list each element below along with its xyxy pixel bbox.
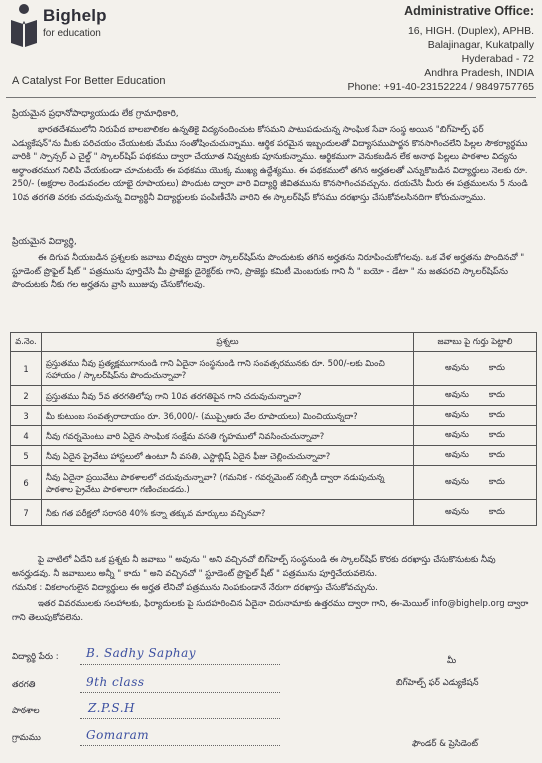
answer-yes[interactable]: అవును: [445, 506, 469, 516]
eligibility-table: [10, 332, 537, 526]
address-line: Balajinagar, Kukatpally: [427, 39, 534, 51]
class-label: తరగతి: [12, 680, 36, 690]
address-line: Hyderabad - 72: [461, 53, 534, 65]
student-name-line: [80, 664, 280, 665]
header-number: వ.నెం.: [11, 333, 42, 352]
answer-no[interactable]: కాదు: [488, 409, 505, 419]
office-title: Administrative Office:: [404, 4, 534, 18]
signature-org: బిగ్‌హెల్ప్ ఫర్ ఎడ్యుకేషన్: [396, 678, 479, 688]
salutation-student: ప్రియమైన విద్యార్థి,: [12, 237, 77, 247]
table-row: [11, 446, 537, 466]
answer-options: [414, 352, 537, 386]
signature-title: ఫౌండర్ & ప్రెసిడెంట్: [412, 739, 478, 749]
row-number: 5: [11, 446, 42, 466]
tagline: A Catalyst For Better Education: [12, 75, 166, 87]
row-number: 4: [11, 426, 42, 446]
header-questions: ప్రశ్నలు: [41, 333, 413, 352]
answer-options: [414, 446, 537, 466]
answer-yes[interactable]: అవును: [445, 389, 469, 399]
address-line: 16, HIGH. (Duplex), APHB.: [407, 25, 534, 37]
office-address: [347, 4, 534, 93]
village-field: [12, 733, 80, 745]
table-row: [11, 426, 537, 446]
row-number: 2: [11, 386, 42, 406]
row-number: 3: [11, 406, 42, 426]
answer-options: [414, 426, 537, 446]
class-field: [12, 680, 80, 692]
address-line: Andhra Pradesh, INDIA: [424, 67, 534, 79]
answer-yes[interactable]: అవును: [445, 362, 469, 372]
salutation-headmaster: ప్రియమైన ప్రధానోపాధ్యాయుడు లేక గ్రామాధికారి,: [12, 109, 179, 119]
answer-yes[interactable]: అవును: [445, 429, 469, 439]
row-question: ప్రస్తుతము నీవు 5వ తరగతిలోపు గాని 10వ తరగతిపైన గాని చదువుచున్నావా?: [41, 386, 413, 406]
disability-note: గమనిక : వికలాంగులైన విద్యార్థులు ఈ అర్హత లేనిచో పత్రమును నింపకుండానే నేరుగా దరఖాస్తు చేసుకోవచ్చును.: [12, 583, 378, 593]
village-value[interactable]: Gomaram: [86, 728, 150, 742]
answer-options: [414, 466, 537, 500]
answer-yes[interactable]: అవును: [445, 409, 469, 419]
answer-no[interactable]: కాదు: [488, 429, 505, 439]
school-label: పాఠశాల: [12, 706, 40, 716]
village-label: గ్రామము: [12, 733, 41, 743]
header-divider: [6, 97, 536, 98]
class-value[interactable]: 9th class: [86, 675, 145, 689]
student-name-label: విద్యార్థి పేరు :: [12, 652, 59, 662]
row-question: నీకు గత పరీక్షలో సరాసరి 40% కన్నా తక్కువ మార్కులు వచ్చినవా?: [41, 500, 413, 526]
student-name-field: [12, 652, 80, 664]
table-row: [11, 500, 537, 526]
answer-no[interactable]: కాదు: [488, 476, 505, 486]
school-value[interactable]: Z.P.S.H: [88, 701, 135, 715]
table-row: [11, 406, 537, 426]
brand-subtitle: for education: [43, 28, 101, 39]
intro-paragraph: భారతదేశములోని నిరుపేద బాలబాలికల ఉన్నతికై విద్యనందించుట కోసమని పాటుపడుచున్న సాంఘిక సేవా సంస్థ అయిన "బిగ్‌హెల్ప్ ఫర్ ఎడ్యుకేషన్"ను మీకు పరిచయం చేయుటకు మేము సంతోషించుచున్నాము. ఆర్థిక పరమైన ఇబ్బందులతో విద్యాసముపార్జన కొనసాగించలేని పిల్లల సౌకర్యార్థము వారికి " స్పాన్సర్ ఎ చైల్డ్ " స్కాలర్‌షిప్ పథకము ద్వారా చేయూత నివ్వుటకు పూనుకున్నాము. ఆర్థికముగా వెనుకబడిన లేక అనాథ పిల్లలు పాఠశాల విద్యను అర్ధాంతరముగ నిలిపి వేయకుండా చూచుటయే ఈ పథకము యొక్క ముఖ్య ఉద్దేశ్యము. ఈ పథకములో తగిన అర్హతలతో ఎన్నుకొబడిన విద్యార్థులు నెలకు రూ. 250/- (అక్షరాల రెండువందల యాభై రూపాయలు) పొందుట ద్వారా వారి విద్యార్థి జీవితమును కొనసాగించవచ్చును. దయచేసి మీరు ఈ పత్రములను 5 నుండి 10వ తరగతి వరకు చదువుచున్న విద్యార్థినీ విద్యార్థులకు పంపిణీచేసి వారిని ఈ స్కాలర్‌షిప్ కోసము దరఖాస్తు చేసుకోవలసినదిగా కోరుచున్నాము.: [12, 125, 528, 203]
row-question: నీవు ఏదైన ప్రైవేటు హాస్టలులో ఉంటూ నీ వసతి, ఎస్టాబ్లిష్ ఏదైన ఫీజు చెల్లించుచున్నావా?: [41, 446, 413, 466]
answer-options: [414, 406, 537, 426]
answer-no[interactable]: కాదు: [488, 389, 505, 399]
answer-no[interactable]: కాదు: [488, 506, 505, 516]
brand: [43, 6, 107, 39]
instructions-paragraph: ఈ దిగువ నీయబడిన ప్రశ్నలకు జవాబు లివ్వుట ద్వారా స్కాలర్‌షిప్‌ను పొందుటకు తగిన అర్హతను నిరూపించుకోగలవు. ఒక వేళ అర్హతను పొందినచో " స్టూడెంట్ ప్రొఫైల్ షీట్ " పత్రమును పూర్తిచేసి మీ ప్రాజెక్టు డైరెక్టర్‌కు గాని, ప్రాజెక్టు కమిటీ మెంబరుకు గాని నీ " బయో - డేటా " ను జతపరచి స్కాలర్‌షిప్‌ను పొందుటకు నీకు గల అర్హతను వ్రాసి ఋజువు చేసుకోగలవు.: [12, 253, 525, 291]
row-question: మీ కుటుంబ సంవత్సరాదాయం రూ. 36,000/- (ముప్పైఆరు వేల రూపాయలు) మించియున్నదా?: [41, 406, 413, 426]
table-header-row: [11, 333, 537, 352]
answer-options: [414, 500, 537, 526]
row-number: 1: [11, 352, 42, 386]
school-field: [12, 706, 80, 718]
row-number: 7: [11, 500, 42, 526]
eligibility-note: పై వాటిలో ఏదేని ఒక ప్రశ్నకు నీ జవాబు " అవును " అని వచ్చినచో బిగ్‌హెల్ప్ సంస్థనుండి ఈ స్కాలర్‌షిప్ కొరకు దరఖాస్తు చేసుకొనుటకు నీవు అనర్హుడవు. నీ జవాబులు అన్నీ " కాదు " అని వచ్చినచో " స్టూడెంట్ ప్రొఫైల్ షీట్ " పత్రమును పూర్తిచేయవలెను.: [12, 555, 496, 579]
signature-yours: మీ: [447, 656, 457, 666]
office-phone: Phone: +91-40-23152224 / 9849757765: [347, 81, 534, 93]
class-line: [80, 692, 280, 693]
table-row: [11, 386, 537, 406]
row-question: నీవు ఏదైనా ప్రయివేటు పాఠశాలలో చదువుచున్నావా? (గమనిక - గవర్నమెంట్ సబ్సిడీ ద్వారా నడుపుచున్న పాఠశాల ప్రైవేటు పాఠశాలగా గణించబడదు.): [41, 466, 413, 500]
answer-options: [414, 386, 537, 406]
village-line: [80, 745, 280, 746]
brand-name: Bighelp: [43, 6, 107, 25]
table-row: [11, 466, 537, 500]
row-number: 6: [11, 466, 42, 500]
table-row: [11, 352, 537, 386]
answer-yes[interactable]: అవును: [445, 449, 469, 459]
answer-no[interactable]: కాదు: [488, 362, 505, 372]
student-name-value[interactable]: B. Sadhy Saphay: [86, 646, 197, 660]
answer-no[interactable]: కాదు: [488, 449, 505, 459]
answer-yes[interactable]: అవును: [445, 476, 469, 486]
school-line: [80, 718, 280, 719]
header-answer: జవాబు పై గుర్తు పెట్టాలి: [414, 333, 537, 352]
row-question: నీవు గవర్నమెంటు వారి ఏదైన సాంఘిక సంక్షేమ వసతి గృహములో నివసించుచున్నావా?: [41, 426, 413, 446]
bighelp-logo-icon: [10, 4, 38, 48]
contact-note: ఇతర వివరములకు సలహాలకు, ఫిర్యాదులకు పై సుదహరించిన ఏదైనా చిరునామాకు ఉత్తరము ద్వారా గాని, ఈ-మెయిల్ info@bighelp.org ద్వారా గాని తెలుపుకోవలెను.: [12, 599, 529, 623]
row-question: ప్రస్తుతము నీవు ప్రత్యక్షముగానుండి గాని ఏదైనా సంస్థనుండి గాని సంవత్సరమునకు రూ. 500/-లకు మించి సహాయం / స్కాలర్‌షిప్‌ను పొందుచున్నావా?: [41, 352, 413, 386]
